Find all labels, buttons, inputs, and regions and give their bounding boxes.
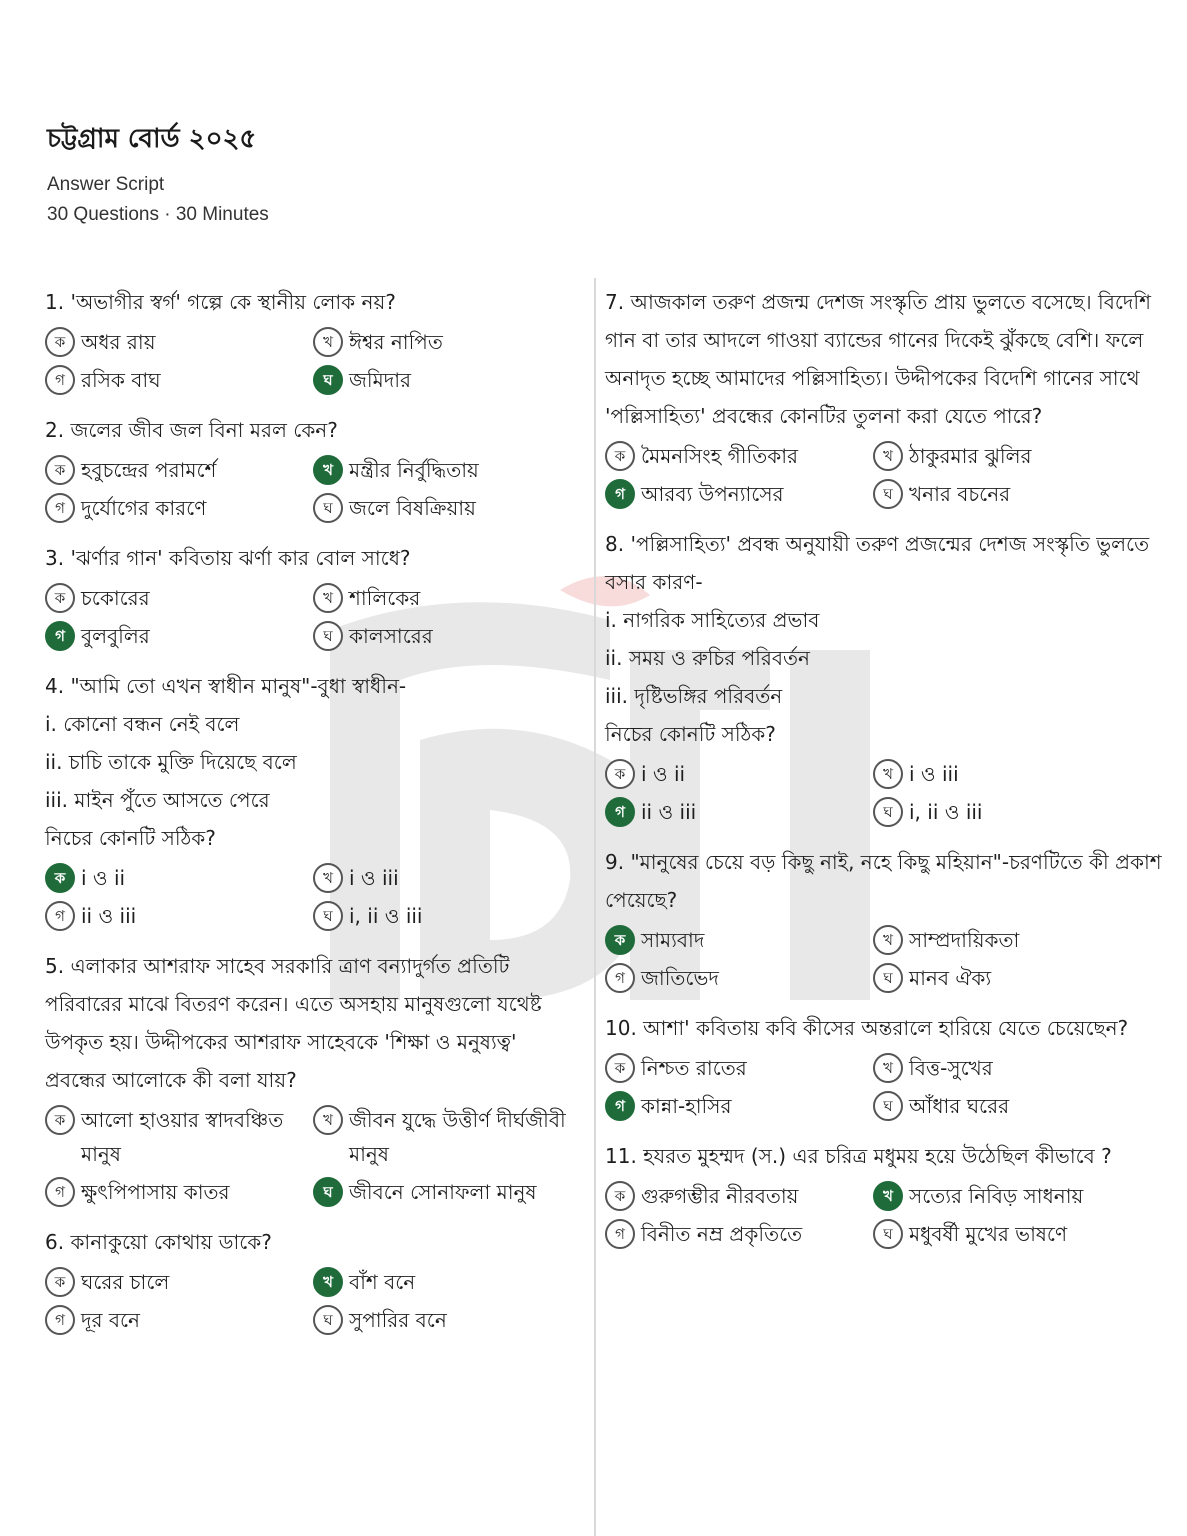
option-marker: গ [45,1177,75,1207]
correct-option-marker: ঘ [313,365,343,395]
option-text: i, ii ও iii [349,904,423,928]
answer-option[interactable] [45,581,313,615]
answer-option[interactable] [873,757,1165,791]
option-marker: ঘ [873,1219,903,1249]
answer-option[interactable] [873,1051,1165,1085]
left-column [45,283,575,1351]
question-statement: নিচের কোনটি সঠিক? [605,722,776,746]
page-header [47,118,269,234]
option-text: আঁধার ঘরের [909,1094,1010,1118]
page-title: চট্টগ্রাম বোর্ড ২০২৫ [47,124,257,154]
options-grid [605,439,1165,511]
option-text: দুর্যোগের কারণে [81,496,207,520]
option-marker: ঘ [313,1305,343,1335]
option-marker: ক [605,759,635,789]
question-statement: iii. দৃষ্টিভঙ্গির পরিবর্তন [605,684,783,708]
option-text: i ও iii [349,866,399,890]
options-grid [605,1179,1165,1251]
options-grid [45,325,575,397]
option-text: গুরুগম্ভীর নীরবতায় [641,1184,799,1208]
answer-option[interactable] [873,961,1165,995]
option-text: জমিদার [349,368,412,392]
question-block [45,667,575,933]
answer-option[interactable] [45,861,313,895]
option-text: বুলবুলির [81,624,150,648]
column-divider [594,278,596,1536]
correct-option-marker: গ [45,621,75,651]
answer-option[interactable] [313,1175,575,1209]
question-block [45,1223,575,1337]
answer-option[interactable] [45,899,313,933]
question-text: 2. জলের জীব জল বিনা মরল কেন? [45,418,338,442]
correct-option-marker: ক [605,925,635,955]
option-marker: ক [45,1267,75,1297]
option-text: i ও iii [909,762,959,786]
option-text: নিশ্চত রাতের [641,1056,747,1080]
answer-option[interactable] [45,363,313,397]
answer-option[interactable] [45,1303,313,1337]
option-text: ঘরের চালে [81,1270,170,1294]
question-block [605,525,1165,829]
answer-option[interactable] [605,757,873,791]
option-marker: খ [873,759,903,789]
question-text: 11. হযরত মুহম্মদ (স.) এর চরিত্র মধুময় হয়ে উঠেছিল কীভাবে ? [605,1144,1112,1168]
question-block [605,1137,1165,1251]
options-grid [605,1051,1165,1123]
answer-option[interactable] [605,1051,873,1085]
answer-option[interactable] [873,439,1165,473]
question-text: 9. "মানুষের চেয়ে বড় কিছু নাই, নহে কিছু মহিয়ান"-চরণটিতে কী প্রকাশ পেয়েছে? [605,850,1162,912]
options-grid [605,757,1165,829]
option-marker: ঘ [313,901,343,931]
question-statement: নিচের কোনটি সঠিক? [45,826,216,850]
answer-option[interactable] [313,363,575,397]
question-block [45,539,575,653]
answer-option[interactable] [313,581,575,615]
question-block [605,843,1165,995]
option-marker: খ [313,583,343,613]
option-text: শালিকের [349,586,421,610]
option-marker: ক [605,1053,635,1083]
answer-option[interactable] [605,923,873,957]
option-marker: খ [313,863,343,893]
option-text: ঈশ্বর নাপিত [349,330,443,354]
option-text: i ও ii [81,866,126,890]
option-marker: গ [45,901,75,931]
answer-option[interactable] [605,1089,873,1123]
option-text: জলে বিষক্রিয়ায় [349,496,476,520]
option-text: ii ও iii [641,800,697,824]
answer-option[interactable] [45,325,313,359]
option-marker: গ [45,1305,75,1335]
page-subtitle: Answer Script [47,174,165,195]
answer-option[interactable] [873,1089,1165,1123]
option-text: রসিক বাঘ [81,368,161,392]
answer-option[interactable] [313,1265,575,1299]
question-statement: ii. চাচি তাকে মুক্তি দিয়েছে বলে [45,750,297,774]
option-text: আরব্য উপন্যাসের [641,482,784,506]
question-text: 3. 'ঝর্ণার গান' কবিতায় ঝর্ণা কার বোল সাধে? [45,546,411,570]
question-statement: i. কোনো বন্ধন নেই বলে [45,712,240,736]
option-marker: ক [605,441,635,471]
option-text: জীবনে সোনাফলা মানুষ [349,1180,537,1204]
option-marker: খ [873,925,903,955]
option-text: সত্যের নিবিড় সাধনায় [909,1184,1084,1208]
answer-option[interactable] [873,923,1165,957]
answer-option[interactable] [873,1179,1165,1213]
question-text: 6. কানাকুয়ো কোথায় ডাকে? [45,1230,272,1254]
correct-option-marker: খ [313,455,343,485]
option-text: খনার বচনের [909,482,1011,506]
option-marker: গ [45,365,75,395]
options-grid [45,1265,575,1337]
answer-option[interactable] [873,795,1165,829]
question-text: 4. "আমি তো এখন স্বাধীন মানুষ"-বুধা স্বাধীন- [45,674,407,698]
question-statement: iii. মাইন পুঁতে আসতে পেরে [45,788,270,812]
correct-option-marker: খ [873,1181,903,1211]
question-block [605,283,1165,511]
answer-option[interactable] [605,1217,873,1251]
option-marker: ক [45,583,75,613]
option-text: দূর বনে [81,1308,140,1332]
options-grid [605,923,1165,995]
option-text: বিনীত নম্র প্রকৃতিতে [641,1222,803,1246]
option-text: আলো হাওয়ার স্বাদবঞ্চিত মানুষ [81,1108,284,1166]
option-marker: খ [313,1105,343,1135]
option-text: মৈমনসিংহ গীতিকার [641,444,798,468]
option-text: হবুচন্দ্রের পরামর্শে [81,458,217,482]
question-text: 5. এলাকার আশরাফ সাহেব সরকারি ত্রাণ বন্যাদুর্গত প্রতিটি পরিবারের মাঝে বিতরণ করেন। এতে অসহায় মানুষগুলো যথেষ্ট উপকৃত হয়। উদ্দীপকের আশরাফ সাহেবকে 'শিক্ষা ও মনুষ্যত্ব' প্রবন্ধের আলোকে কী বলা যায়? [45,954,542,1092]
option-text: মধুবর্ষী মুখের ভাষণে [909,1222,1068,1246]
answer-option[interactable] [873,477,1165,511]
correct-option-marker: ঘ [313,1177,343,1207]
option-text: ii ও iii [81,904,137,928]
option-marker: খ [873,1053,903,1083]
option-marker: গ [605,1219,635,1249]
option-text: ক্ষুৎপিপাসায় কাতর [81,1180,230,1204]
answer-option[interactable] [605,795,873,829]
option-marker: গ [605,963,635,993]
correct-option-marker: ক [45,863,75,893]
correct-option-marker: গ [605,1091,635,1121]
option-text: মন্ত্রীর নির্বুদ্ধিতায় [349,458,479,482]
option-marker: খ [873,441,903,471]
options-grid [45,861,575,933]
option-text: i, ii ও iii [909,800,983,824]
answer-option[interactable] [873,1217,1165,1251]
answer-option[interactable] [45,491,313,525]
question-statement: i. নাগরিক সাহিত্যের প্রভাব [605,608,820,632]
option-text: ঠাকুরমার ঝুলির [909,444,1032,468]
option-text: কালসারের [349,624,433,648]
option-text: অধর রায় [81,330,156,354]
answer-option[interactable] [45,453,313,487]
option-marker: ঘ [873,1091,903,1121]
options-grid [45,1103,575,1209]
answer-option[interactable] [313,619,575,653]
answer-option[interactable] [605,1179,873,1213]
answer-option[interactable] [313,1103,575,1171]
options-grid [45,581,575,653]
option-text: i ও ii [641,762,686,786]
right-column [605,283,1165,1265]
answer-option[interactable] [313,325,575,359]
correct-option-marker: গ [605,797,635,827]
option-marker: গ [45,493,75,523]
correct-option-marker: খ [313,1267,343,1297]
answer-option[interactable] [605,961,873,995]
option-marker: ঘ [873,797,903,827]
option-marker: ঘ [873,963,903,993]
option-marker: ক [45,327,75,357]
answer-option[interactable] [45,1265,313,1299]
correct-option-marker: গ [605,479,635,509]
answer-option[interactable] [45,1175,313,1209]
option-text: সাম্যবাদ [641,928,705,952]
answer-option[interactable] [45,619,313,653]
question-block [605,1009,1165,1123]
answer-option[interactable] [313,1303,575,1337]
option-marker: ঘ [873,479,903,509]
exam-meta: 30 Questions · 30 Minutes [47,204,269,225]
answer-option[interactable] [45,1103,313,1171]
option-text: চকোরের [81,586,150,610]
question-block [45,283,575,397]
question-text: 7. আজকাল তরুণ প্রজন্ম দেশজ সংস্কৃতি প্রায় ভুলতে বসেছে। বিদেশি গান বা তার আদলে গাওয়া ব্যান্ডের গানের দিকেই ঝুঁকছে বেশি। ফলে অনাদৃত হচ্ছে আমাদের পল্লিসাহিত্য। উদ্দীপকের বিদেশি গানের সাথে 'পল্লিসাহিত্য' প্রবন্ধের কোনটির তুলনা করা যেতে পারে? [605,290,1151,428]
options-grid [45,453,575,525]
answer-option[interactable] [313,453,575,487]
option-text: জীবন যুদ্ধে উত্তীর্ণ দীর্ঘজীবী মানুষ [349,1108,566,1166]
question-text: 10. আশা' কবিতায় কবি কীসের অন্তরালে হারিয়ে যেতে চেয়েছেন? [605,1016,1129,1040]
option-text: সুপারির বনে [349,1308,447,1332]
answer-option[interactable] [313,491,575,525]
option-text: মানব ঐক্য [909,966,992,990]
question-block [45,411,575,525]
option-text: সাম্প্রদায়িকতা [909,928,1020,952]
option-marker: ক [45,1105,75,1135]
option-marker: ঘ [313,621,343,651]
option-text: জাতিভেদ [641,966,719,990]
question-block [45,947,575,1209]
question-text: 1. 'অভাগীর স্বর্গ' গল্পে কে স্থানীয় লোক নয়? [45,290,396,314]
option-marker: খ [313,327,343,357]
option-text: কান্না-হাসির [641,1094,732,1118]
option-marker: ঘ [313,493,343,523]
option-text: বাঁশ বনে [349,1270,416,1294]
option-marker: ক [45,455,75,485]
option-marker: ক [605,1181,635,1211]
question-text: 8. 'পল্লিসাহিত্য' প্রবন্ধ অনুযায়ী তরুণ প্রজন্মের দেশজ সংস্কৃতি ভুলতে বসার কারণ- [605,532,1150,594]
answer-option[interactable] [605,477,873,511]
answer-option[interactable] [605,439,873,473]
question-statement: ii. সময় ও রুচির পরিবর্তন [605,646,810,670]
answer-option[interactable] [313,899,575,933]
option-text: বিত্ত-সুখের [909,1056,993,1080]
answer-option[interactable] [313,861,575,895]
